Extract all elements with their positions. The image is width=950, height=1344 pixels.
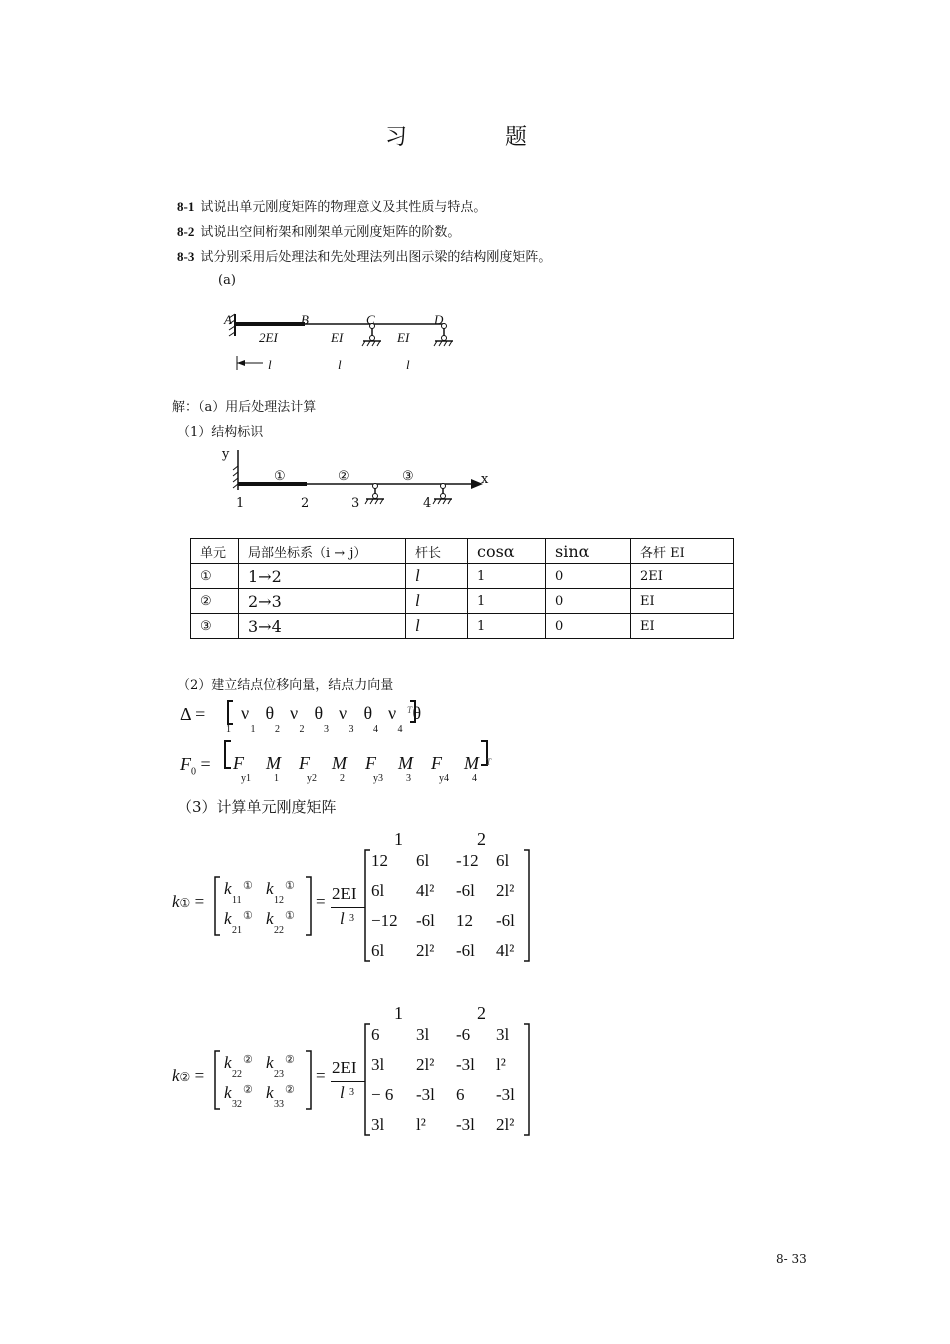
matrix-cell: -3l xyxy=(456,1055,475,1074)
delta-subscript: 4 xyxy=(397,724,403,735)
matrix-cell: -3l xyxy=(496,1085,515,1104)
force-component: M xyxy=(266,753,281,773)
force-component: M xyxy=(398,753,413,773)
question-text: 试分别采用后处理法和先处理法列出图示梁的结构刚度矩阵。 xyxy=(200,250,552,265)
block-symbol: k xyxy=(224,909,232,928)
node-C: C xyxy=(366,312,375,327)
table-row xyxy=(191,614,734,639)
step-1: （1）结构标识 xyxy=(177,425,264,440)
fraction-bar xyxy=(331,907,365,908)
table-cell: 0 xyxy=(546,564,631,589)
table-row xyxy=(191,564,734,589)
question-8-2 xyxy=(177,221,460,240)
matrix-cell: −12 xyxy=(371,911,398,930)
table-cell: 2EI xyxy=(631,564,734,589)
force-brackets xyxy=(222,738,502,774)
structure-figure xyxy=(225,448,495,518)
block-symbol: k xyxy=(266,879,274,898)
matrix-cell: 6l xyxy=(371,941,385,960)
table-cell: 0 xyxy=(546,614,631,639)
col-label: 2 xyxy=(477,829,486,849)
element-label: ③ xyxy=(402,469,414,484)
force-subscript: 3 xyxy=(406,773,411,784)
lhs-symbol: k xyxy=(172,892,180,911)
force-subscript: y2 xyxy=(307,773,317,784)
matrix-cell: -6l xyxy=(456,941,475,960)
col-label: 2 xyxy=(477,1003,486,1023)
fraction-bar xyxy=(331,1081,365,1082)
step-2: （2）建立结点位移向量，结点力向量 xyxy=(177,678,394,693)
factor-numerator: 2EI xyxy=(332,884,357,903)
factor-denominator: l xyxy=(340,1083,345,1102)
table-header-row xyxy=(191,539,734,564)
factor-numerator: 2EI xyxy=(332,1058,357,1077)
length-label: l xyxy=(338,357,342,372)
matrix-cell: 3l xyxy=(371,1115,385,1134)
block-superscript: ② xyxy=(285,1083,295,1096)
matrix-cell: l² xyxy=(496,1055,506,1074)
block-subscript: 33 xyxy=(274,1099,284,1110)
ei-label: EI xyxy=(397,330,410,345)
table-header: 局部坐标系（i → j） xyxy=(239,539,406,564)
delta-subscript: 3 xyxy=(348,724,354,735)
page-title: 习 题 xyxy=(384,125,565,150)
force-symbol: F xyxy=(180,754,191,774)
lhs-symbol: k xyxy=(172,1066,180,1085)
matrix-cell: 12 xyxy=(371,851,388,870)
table-cell: 2→3 xyxy=(239,589,406,614)
table-header: sinα xyxy=(546,539,631,564)
matrix-cell: -6 xyxy=(456,1025,471,1044)
table-cell: 1 xyxy=(468,564,546,589)
block-symbol: k xyxy=(224,879,232,898)
table-cell: 3→4 xyxy=(239,614,406,639)
node-number: 2 xyxy=(301,496,310,511)
factor-denominator: l xyxy=(340,909,345,928)
col-label: 1 xyxy=(394,1003,403,1023)
matrix-cell: 4l² xyxy=(416,881,435,900)
ei-label: EI xyxy=(331,330,344,345)
block-superscript: ② xyxy=(285,1053,295,1066)
force-subscript: 2 xyxy=(340,773,345,784)
block-subscript: 22 xyxy=(274,925,284,936)
matrix-cell: 3l xyxy=(416,1025,430,1044)
matrix-cell: -6l xyxy=(456,881,475,900)
question-8-1 xyxy=(177,196,486,215)
ei-label: 2EI xyxy=(259,330,278,345)
matrix-cell: 3l xyxy=(371,1055,385,1074)
block-symbol: k xyxy=(266,1053,274,1072)
length-label: l xyxy=(268,357,272,372)
table-cell: l xyxy=(406,614,468,639)
table-cell: ③ xyxy=(191,614,239,639)
matrix-cell: 2l² xyxy=(416,1055,435,1074)
question-text: 试说出空间桁架和刚架单元刚度矩阵的阶数。 xyxy=(200,225,461,240)
block-subscript: 23 xyxy=(274,1069,284,1080)
delta-component: θ xyxy=(314,703,324,723)
table-cell: EI xyxy=(631,614,734,639)
block-superscript: ① xyxy=(285,909,295,922)
force-component: F xyxy=(233,753,244,773)
force-subscript: 0 xyxy=(191,766,196,778)
matrix-cell: 6l xyxy=(416,851,430,870)
delta-component: ν xyxy=(339,703,348,723)
equals-sign: = xyxy=(190,892,205,911)
question-8-3 xyxy=(177,246,551,265)
force-component: F xyxy=(299,753,310,773)
force-component: F xyxy=(365,753,376,773)
transpose-mark: T xyxy=(486,757,492,767)
step-3: （3）计算单元刚度矩阵 xyxy=(177,798,337,816)
table-cell: l xyxy=(406,589,468,614)
block-superscript: ② xyxy=(243,1083,253,1096)
element-label: ② xyxy=(338,469,350,484)
node-B: B xyxy=(301,312,309,327)
matrix-cell: 3l xyxy=(496,1025,510,1044)
delta-subscript: 1 xyxy=(250,724,256,735)
matrix-cell: 6 xyxy=(456,1085,465,1104)
element-table xyxy=(190,538,734,639)
equals-sign: = xyxy=(316,892,326,911)
matrix-cell: − 6 xyxy=(371,1085,394,1104)
block-superscript: ② xyxy=(243,1053,253,1066)
table-cell: 1 xyxy=(468,589,546,614)
equals-sign: = xyxy=(190,1066,205,1085)
force-component: F xyxy=(431,753,442,773)
figure-a-label: (a) xyxy=(218,273,236,288)
equals-sign: = xyxy=(316,1066,326,1085)
matrix-cell: 2l² xyxy=(496,881,515,900)
block-symbol: k xyxy=(266,909,274,928)
matrix-cell: 2l² xyxy=(496,1115,515,1134)
axis-y-label: y xyxy=(222,447,230,462)
lhs-superscript: ① xyxy=(179,896,191,910)
table-cell: EI xyxy=(631,589,734,614)
factor-exponent: 3 xyxy=(349,913,354,924)
solution-intro: 解：（a）用后处理法计算 xyxy=(172,400,317,415)
delta-subscript: 1 xyxy=(226,724,231,735)
table-cell: ① xyxy=(191,564,239,589)
table-cell: 1→2 xyxy=(239,564,406,589)
matrix-cell: -3l xyxy=(416,1085,435,1104)
force-subscript: y4 xyxy=(439,773,449,784)
axis-x-label: x xyxy=(481,472,489,487)
question-number: 8-1 xyxy=(177,199,195,214)
block-subscript: 21 xyxy=(232,925,242,936)
force-subscript: y1 xyxy=(241,773,251,784)
factor-exponent: 3 xyxy=(349,1087,354,1098)
matrix-cell: 4l² xyxy=(496,941,515,960)
block-superscript: ① xyxy=(243,879,253,892)
force-lhs: $F_0$ = xyxy=(180,754,211,778)
delta-component: θ xyxy=(265,703,275,723)
question-number: 8-3 xyxy=(177,249,195,264)
table-cell: ② xyxy=(191,589,239,614)
delta-subscript: 4 xyxy=(373,724,378,735)
lhs xyxy=(172,892,204,912)
element-label: ① xyxy=(274,469,286,484)
delta-component: θ xyxy=(363,703,373,723)
delta-component: ν xyxy=(388,703,397,723)
matrix-cell: 12 xyxy=(456,911,473,930)
delta-component: ν xyxy=(290,703,299,723)
node-A: A xyxy=(224,312,232,327)
block-subscript: 22 xyxy=(232,1069,242,1080)
matrix-cell: -3l xyxy=(456,1115,475,1134)
node-number: 1 xyxy=(236,496,245,511)
node-D: D xyxy=(434,312,444,327)
block-subscript: 32 xyxy=(232,1099,242,1110)
block-subscript: 11 xyxy=(232,895,242,906)
force-subscript: 1 xyxy=(274,773,279,784)
table-header: 单元 xyxy=(191,539,239,564)
question-text: 试说出单元刚度矩阵的物理意义及其性质与特点。 xyxy=(200,200,487,215)
lhs xyxy=(172,1066,204,1086)
delta-subscript: 2 xyxy=(299,724,305,735)
matrix-cell: 6l xyxy=(371,881,385,900)
table-header: 杆长 xyxy=(406,539,468,564)
transpose-mark: T xyxy=(407,705,413,715)
delta-subscript: 2 xyxy=(275,724,280,735)
matrix-cell: 2l² xyxy=(416,941,435,960)
table-cell: 0 xyxy=(546,589,631,614)
force-subscript: y3 xyxy=(373,773,383,784)
force-component: M xyxy=(332,753,347,773)
length-label: l xyxy=(406,357,410,372)
block-subscript: 12 xyxy=(274,895,284,906)
delta-lhs: Δ = xyxy=(180,704,206,724)
delta-component: ν xyxy=(241,703,250,723)
matrix-cell: -12 xyxy=(456,851,479,870)
block-symbol: k xyxy=(224,1083,232,1102)
block-symbol: k xyxy=(224,1053,232,1072)
matrix-cell: -6l xyxy=(496,911,515,930)
table-cell: 1 xyxy=(468,614,546,639)
col-label: 1 xyxy=(394,829,403,849)
matrix-cell: l² xyxy=(416,1115,426,1134)
lhs-superscript: ② xyxy=(179,1070,191,1084)
table-header: cosα xyxy=(468,539,546,564)
node-number: 4 xyxy=(423,496,432,511)
page-number: 8- 33 xyxy=(776,1252,807,1266)
question-number: 8-2 xyxy=(177,224,195,239)
table-row xyxy=(191,589,734,614)
table-header: 各杆 EI xyxy=(631,539,734,564)
matrix-cell: -6l xyxy=(416,911,435,930)
block-superscript: ① xyxy=(243,909,253,922)
matrix-cell: 6l xyxy=(496,851,510,870)
delta-component: θ xyxy=(412,703,422,723)
block-symbol: k xyxy=(266,1083,274,1102)
matrix-cell: 6 xyxy=(371,1025,380,1044)
force-subscript: 4 xyxy=(472,773,477,784)
delta-subscript: 3 xyxy=(324,724,329,735)
block-superscript: ① xyxy=(285,879,295,892)
force-component: M xyxy=(464,753,479,773)
node-number: 3 xyxy=(351,496,360,511)
table-cell: l xyxy=(406,564,468,589)
